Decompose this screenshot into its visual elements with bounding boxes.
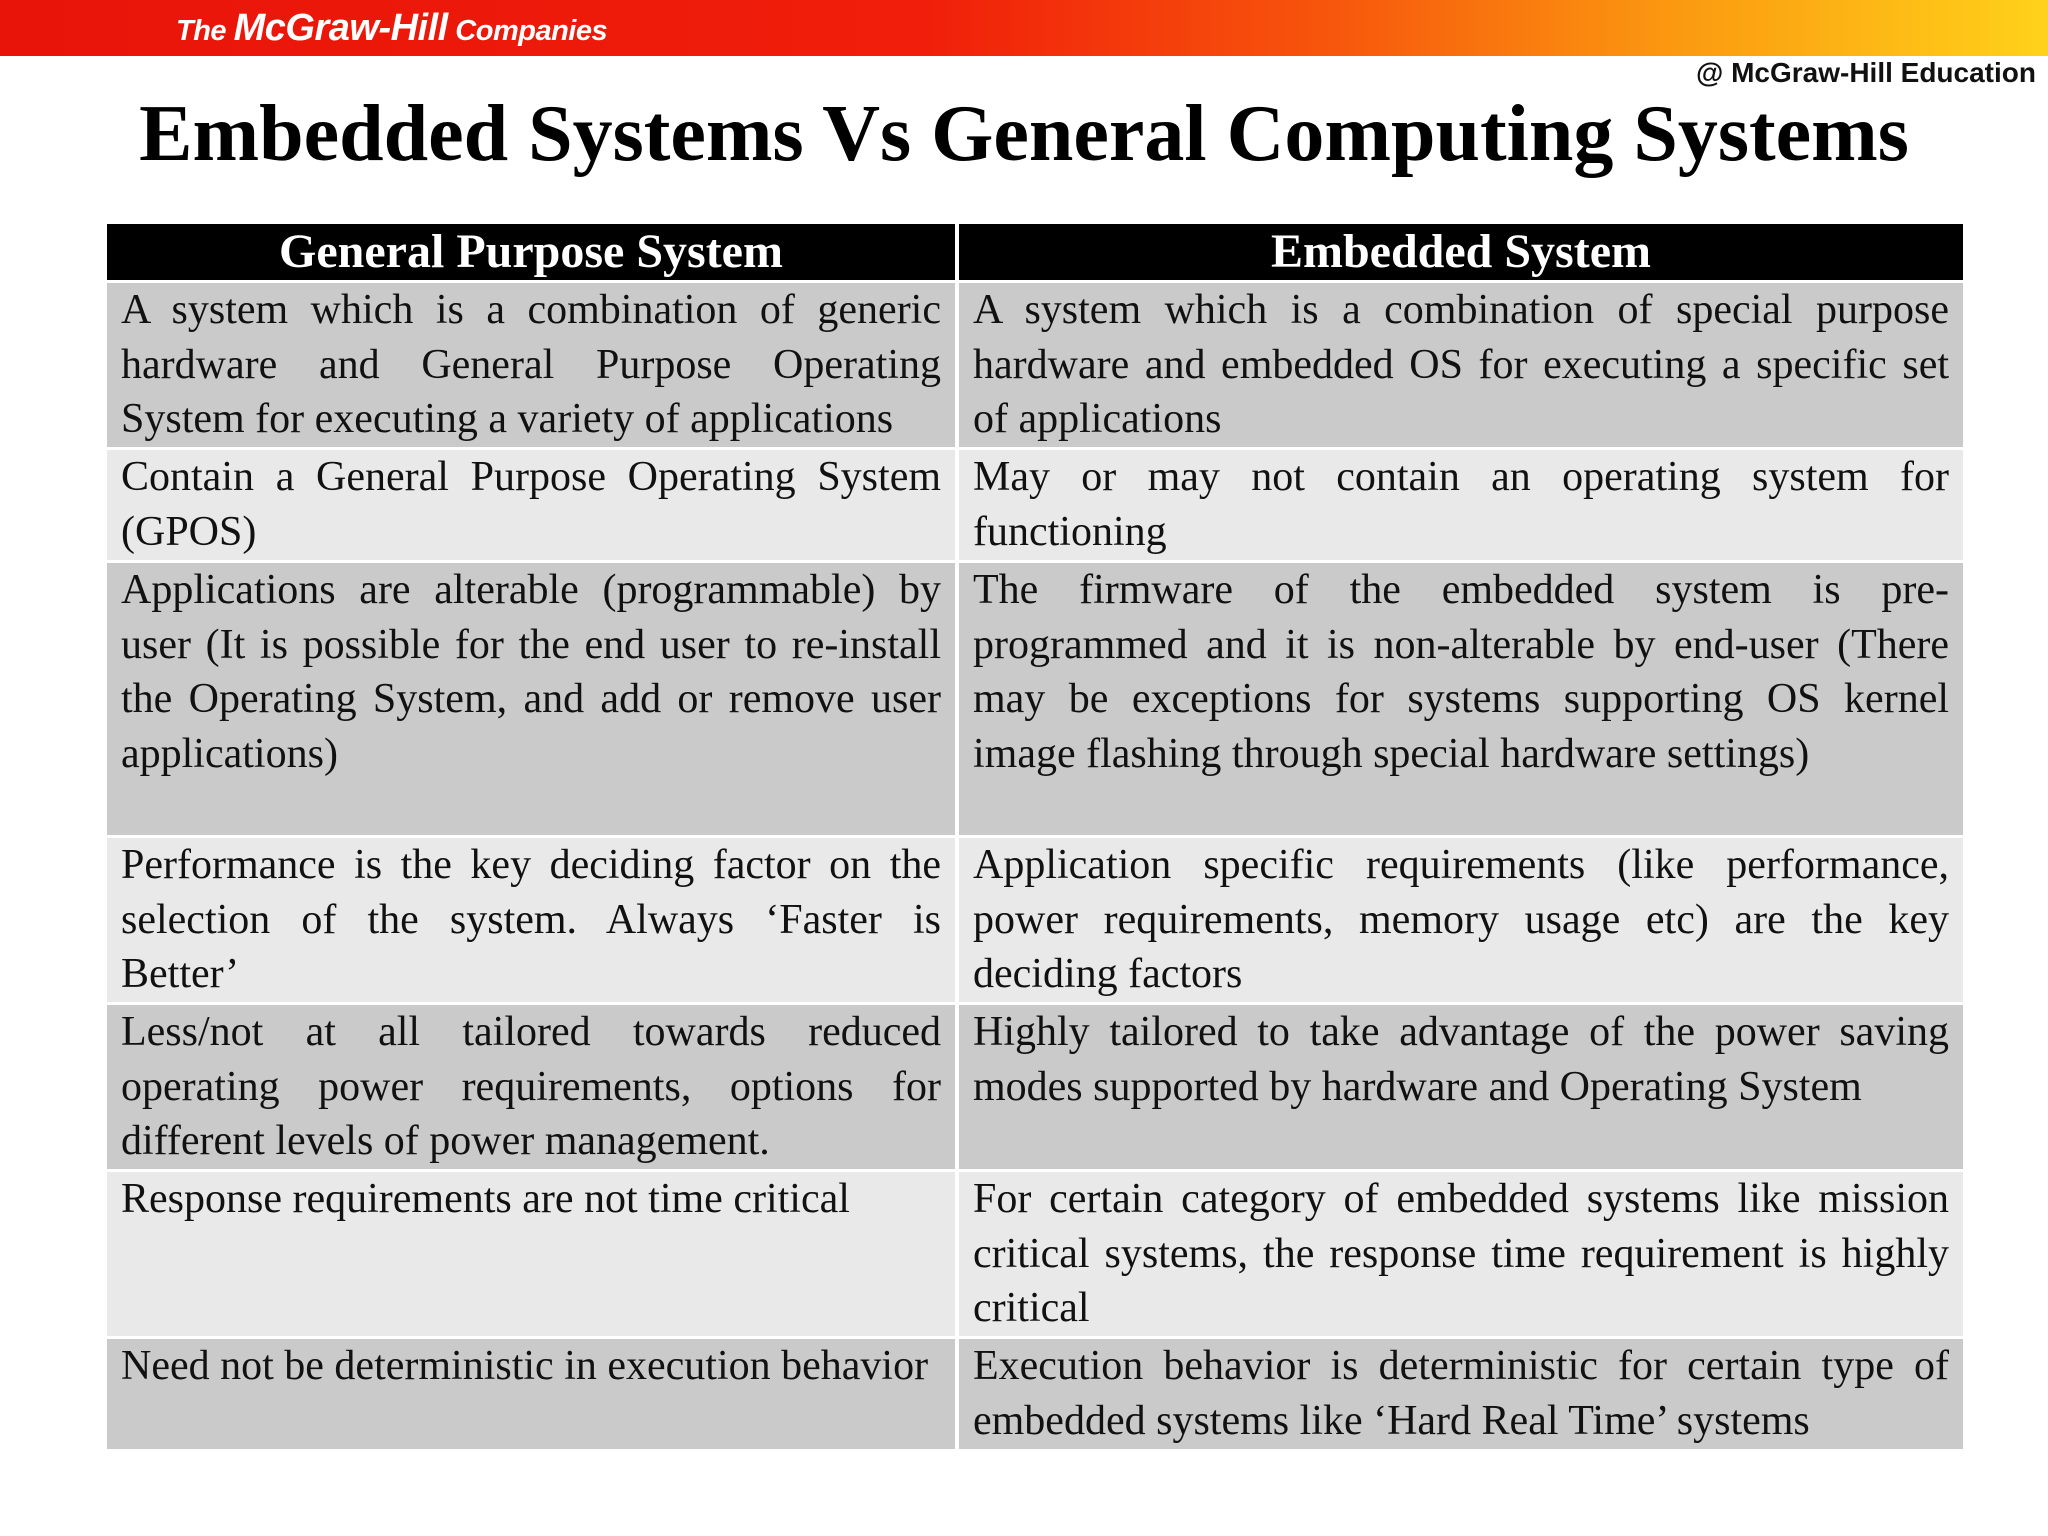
column-header-embedded: Embedded System: [959, 224, 1963, 280]
table-row: [107, 838, 1963, 1002]
logo-prefix: The: [176, 15, 234, 47]
general-cell: Need not be deterministic in execution behavior: [107, 1339, 955, 1449]
embedded-cell: Execution behavior is deterministic for certain type of embedded systems like ‘Hard Real Time’ systems: [959, 1339, 1963, 1449]
embedded-cell: For certain category of embedded systems like mission critical systems, the response time requirement is highly critical: [959, 1172, 1963, 1336]
embedded-cell: A system which is a combination of special purpose hardware and embedded OS for executing a specific set of applications: [959, 283, 1963, 447]
general-cell: Less/not at all tailored towards reduced operating power requirements, options for different levels of power management.: [107, 1005, 955, 1169]
general-cell: Applications are alterable (programmable) by user (It is possible for the end user to re-install the Operating System, and add or remove user applications): [107, 563, 955, 835]
column-header-general: General Purpose System: [107, 224, 955, 280]
general-cell: Contain a General Purpose Operating System (GPOS): [107, 450, 955, 560]
general-cell: Response requirements are not time critical: [107, 1172, 955, 1336]
embedded-cell: Highly tailored to take advantage of the power saving modes supported by hardware and Operating System: [959, 1005, 1963, 1169]
logo-suffix: Companies: [447, 15, 608, 47]
embedded-cell: Application specific requirements (like performance, power requirements, memory usage etc) are the key deciding factors: [959, 838, 1963, 1002]
mcgraw-hill-logo: [176, 6, 607, 58]
general-cell: Performance is the key deciding factor on the selection of the system. Always ‘Faster is Better’: [107, 838, 955, 1002]
logo-brand: McGraw-Hill: [233, 7, 448, 49]
page-title: Embedded Systems Vs General Computing Systems: [139, 90, 1909, 178]
header-banner: [0, 0, 2048, 56]
table-row: [107, 563, 1963, 835]
comparison-table: [103, 221, 1967, 1452]
table-header-row: [107, 224, 1963, 280]
table-row: [107, 1172, 1963, 1336]
table-row: [107, 1005, 1963, 1169]
copyright-credit: @ McGraw-Hill Education: [1695, 57, 2036, 88]
embedded-cell: The firmware of the embedded system is pre-programmed and it is non-alterable by end-user (There may be exceptions for systems supporting OS kernel image flashing through special hardware settings): [959, 563, 1963, 835]
table-row: [107, 283, 1963, 447]
table-row: [107, 450, 1963, 560]
embedded-cell: May or may not contain an operating system for functioning: [959, 450, 1963, 560]
general-cell: A system which is a combination of generic hardware and General Purpose Operating System for executing a variety of applications: [107, 283, 955, 447]
table-row: [107, 1339, 1963, 1449]
